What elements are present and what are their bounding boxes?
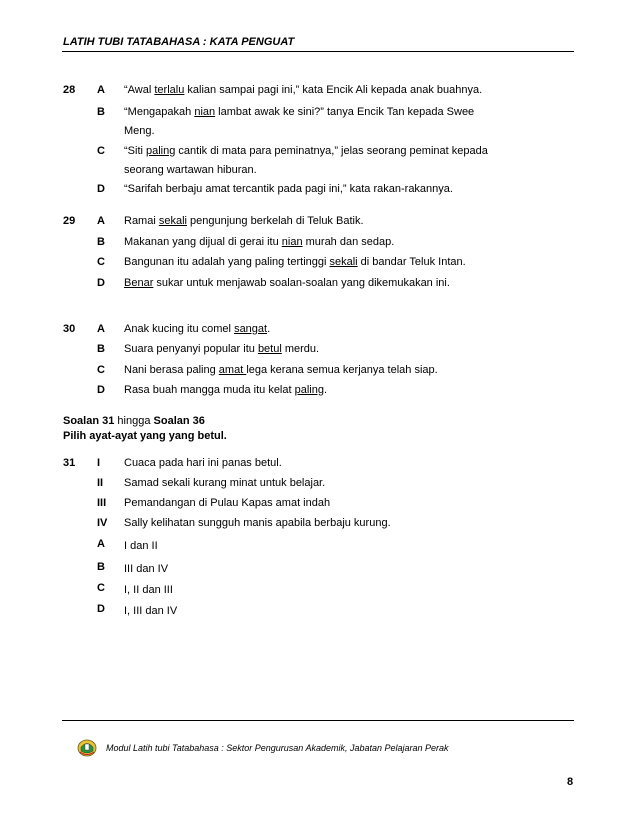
- q29-d-underlined-word: Benar: [124, 277, 154, 289]
- q29-option-c-letter: C: [97, 256, 105, 268]
- q29-option-a-letter: A: [97, 215, 105, 227]
- q28-option-d-letter: D: [97, 183, 105, 195]
- q30-option-b-text: Suara penyanyi popular itu betul merdu.: [124, 343, 320, 355]
- q31-option-a-text: I dan II: [124, 540, 158, 552]
- q30-b-underlined-word: betul: [257, 343, 282, 355]
- q29-option-d-text: Benar sukar untuk menjawab soalan-soalan yang dikemukakan ini.: [124, 277, 450, 289]
- q29-option-a-text: Ramai sekali pengunjung berkelah di Teluk Batik.: [124, 215, 364, 227]
- q28-option-b-text: “Mengapakah nian lambat awak ke sini?” tanya Encik Tan kepada Swee: [124, 106, 475, 118]
- q28-option-a-letter: A: [97, 84, 105, 96]
- q30-option-d-text: Rasa buah mangga muda itu kelat paling.: [124, 384, 328, 396]
- q30-d-underlined-word: paling: [294, 384, 324, 396]
- q31-statement-iii-label: III: [97, 497, 107, 509]
- q31-statement-iii-text: Pemandangan di Pulau Kapas amat indah: [124, 497, 331, 509]
- q30-option-c-text: Nani berasa paling amat lega kerana semua kerjanya telah siap.: [124, 364, 438, 376]
- q30-option-b-letter: B: [97, 343, 105, 355]
- q29-c-underlined-word: sekali: [329, 256, 358, 268]
- q30-c-underlined-word: amat: [218, 364, 247, 376]
- q29-option-b-letter: B: [97, 236, 105, 248]
- question-number-29: 29: [63, 215, 76, 227]
- section-range-heading: Soalan 31 hingga Soalan 36: [63, 415, 205, 427]
- q28-option-d-text: “Sarifah berbaju amat tercantik pada pagi ini,” kata rakan-rakannya.: [124, 183, 453, 195]
- q29-option-d-letter: D: [97, 277, 105, 289]
- q29-option-c-text: Bangunan itu adalah yang paling tertinggi sekali di bandar Teluk Intan.: [124, 256, 466, 268]
- q31-option-d-letter: D: [97, 603, 105, 615]
- q30-a-underlined-word: sangat: [234, 323, 268, 335]
- header-divider: [62, 51, 574, 52]
- page-header-title: LATIH TUBI TATABAHASA : KATA PENGUAT: [63, 36, 295, 48]
- q31-option-c-letter: C: [97, 582, 105, 594]
- q28-option-c-letter: C: [97, 145, 105, 157]
- question-number-28: 28: [63, 84, 76, 96]
- q28-option-c-text-line2: seorang wartawan hiburan.: [124, 164, 257, 176]
- q31-statement-ii-text: Samad sekali kurang minat untuk belajar.: [124, 477, 326, 489]
- section-instruction: Pilih ayat-ayat yang yang betul.: [63, 430, 227, 442]
- q28-option-c-text: “Siti paling cantik di mata para peminatnya,” jelas seorang peminat kepada: [124, 145, 488, 157]
- state-crest-icon: [77, 737, 97, 757]
- q29-option-b-text: Makanan yang dijual di gerai itu nian murah dan sedap.: [124, 236, 395, 248]
- footer-divider: [62, 720, 574, 721]
- q30-option-a-letter: A: [97, 323, 105, 335]
- page-number: 8: [567, 776, 574, 788]
- q28-option-a-text: “Awal terlalu kalian sampai pagi ini,” kata Encik Ali kepada anak buahnya.: [124, 84, 483, 96]
- question-number-31: 31: [63, 457, 76, 469]
- q29-a-underlined-word: sekali: [158, 215, 187, 227]
- q31-option-b-letter: B: [97, 561, 105, 573]
- q31-option-b-text: III dan IV: [124, 563, 169, 575]
- question-number-30: 30: [63, 323, 76, 335]
- q31-statement-ii-label: II: [97, 477, 104, 489]
- q31-statement-i-text: Cuaca pada hari ini panas betul.: [124, 457, 282, 469]
- q31-option-d-text: I, III dan IV: [124, 605, 178, 617]
- q31-statement-i-label: I: [97, 457, 101, 469]
- q31-statement-iv-label: IV: [97, 517, 108, 529]
- footer-text: Modul Latih tubi Tatabahasa : Sektor Pengurusan Akademik, Jabatan Pelajaran Perak: [106, 743, 449, 753]
- q28-a-underlined-word: terlalu: [154, 84, 185, 96]
- q28-b-underlined-word: nian: [194, 106, 216, 118]
- q28-c-underlined-word: paling: [146, 145, 176, 157]
- q29-b-underlined-word: nian: [281, 236, 303, 248]
- q31-option-a-letter: A: [97, 538, 105, 550]
- q31-statement-iv-text: Sally kelihatan sungguh manis apabila berbaju kurung.: [124, 517, 391, 529]
- q30-option-d-letter: D: [97, 384, 105, 396]
- q31-option-c-text: I, II dan III: [124, 584, 173, 596]
- q30-option-c-letter: C: [97, 364, 105, 376]
- q28-option-b-letter: B: [97, 106, 105, 118]
- q30-option-a-text: Anak kucing itu comel sangat.: [124, 323, 271, 335]
- q28-option-b-text-line2: Meng.: [124, 125, 155, 137]
